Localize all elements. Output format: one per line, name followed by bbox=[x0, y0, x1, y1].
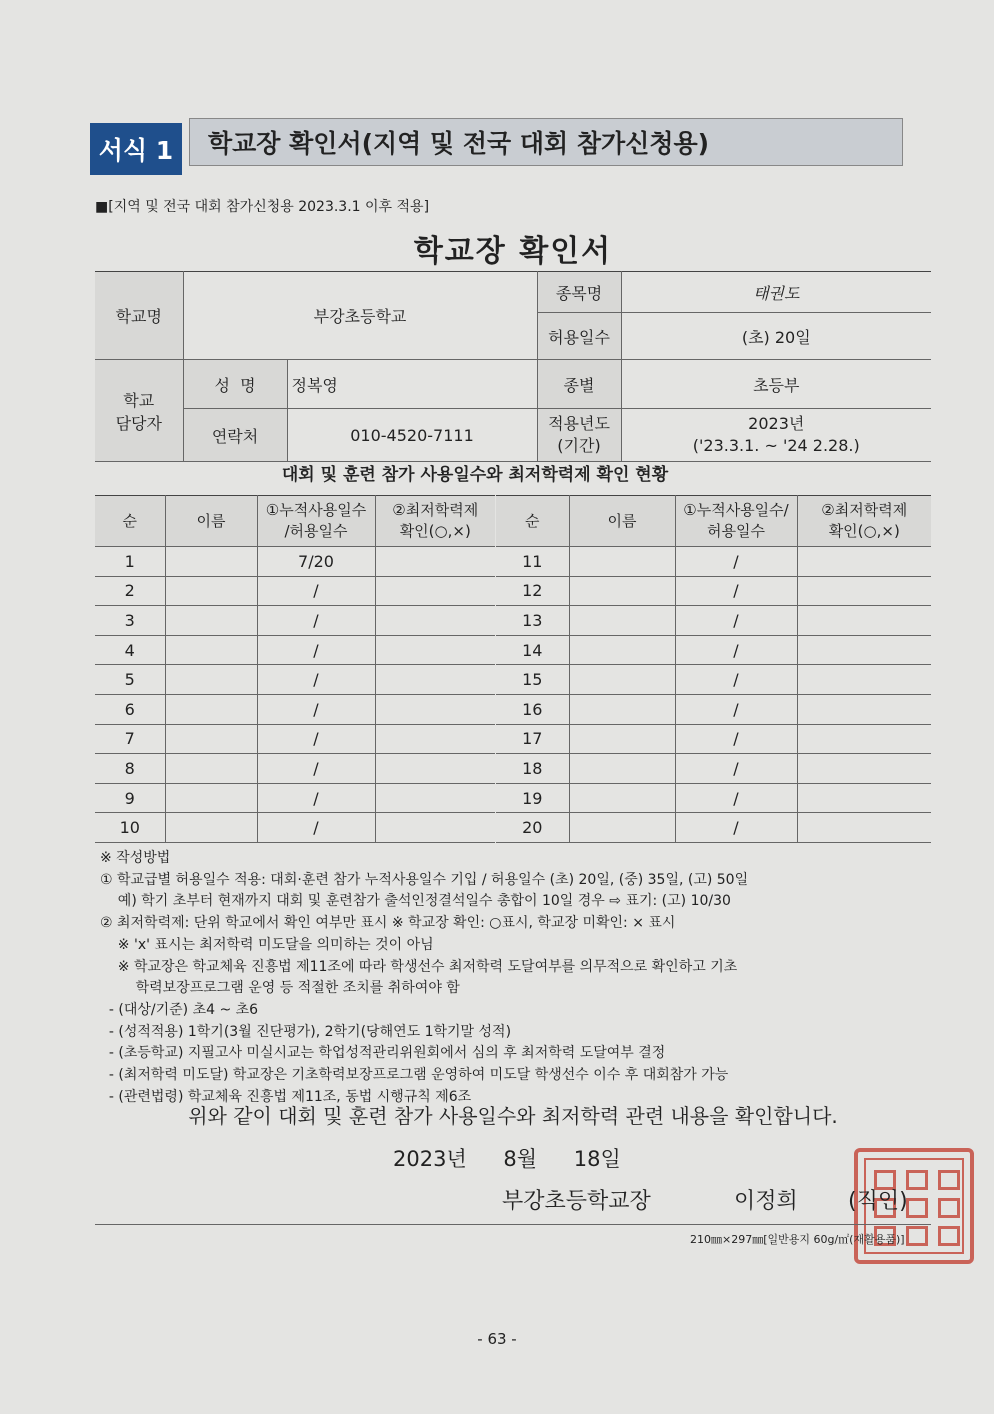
school-label: 학교명 bbox=[95, 272, 183, 360]
year-label: 적용년도 (기간) bbox=[537, 409, 621, 462]
name-label: 성 명 bbox=[183, 360, 287, 409]
row-min-check bbox=[797, 754, 931, 784]
phone-value: 010-4520-7111 bbox=[287, 409, 537, 462]
table-row bbox=[496, 694, 931, 724]
row-name bbox=[165, 606, 257, 636]
header-name: 이름 bbox=[569, 496, 675, 547]
row-min-check bbox=[375, 665, 495, 695]
table-row bbox=[95, 724, 495, 754]
row-min-check bbox=[797, 694, 931, 724]
row-number: 14 bbox=[496, 635, 569, 665]
table-row bbox=[95, 665, 495, 695]
row-min-check bbox=[375, 694, 495, 724]
phone-label: 연락처 bbox=[183, 409, 287, 462]
division-label: 종별 bbox=[537, 360, 621, 409]
row-name bbox=[569, 783, 675, 813]
header-name: 이름 bbox=[165, 496, 257, 547]
signer-title: 부강초등학교장 bbox=[502, 1189, 651, 1214]
sign-date: 2023년 8월 18일 bbox=[393, 1147, 621, 1171]
row-days: / bbox=[257, 665, 375, 695]
row-number: 8 bbox=[95, 754, 165, 784]
row-days: / bbox=[257, 635, 375, 665]
row-name bbox=[165, 813, 257, 843]
table-row bbox=[95, 547, 495, 577]
status-table-left bbox=[95, 495, 495, 843]
divider bbox=[95, 1224, 931, 1225]
row-min-check bbox=[797, 547, 931, 577]
row-name bbox=[165, 694, 257, 724]
note-line: ② 최저학력제: 단위 학교에서 확인 여부만 표시 ※ 학교장 확인: ○표시, 학교장 미확인: × 표시 bbox=[100, 915, 676, 932]
header-no: 순 bbox=[95, 496, 165, 547]
event-label: 종목명 bbox=[537, 272, 621, 313]
confirmation-text: 위와 같이 대회 및 훈련 참가 사용일수와 최저학력 관련 내용을 확인합니다. bbox=[188, 1104, 838, 1128]
applies-note: ■[지역 및 전국 대회 참가신청용 2023.3.1 이후 적용] bbox=[95, 199, 430, 215]
row-days: / bbox=[675, 783, 797, 813]
note-line: ① 학교급별 허용일수 적용: 대회·훈련 참가 누적사용일수 기입 / 허용일수 (초) 20일, (중) 35일, (고) 50일 bbox=[100, 871, 749, 888]
note-line: - (초등학교) 지필고사 미실시교는 학업성적관리위원회에서 심의 후 최저학력 도달여부 결정 bbox=[100, 1045, 666, 1062]
table-row bbox=[496, 576, 931, 606]
note-line: - (대상/기준) 초4 ~ 초6 bbox=[100, 1001, 259, 1018]
table-row bbox=[95, 783, 495, 813]
row-number: 18 bbox=[496, 754, 569, 784]
table-row bbox=[496, 783, 931, 813]
row-min-check bbox=[375, 547, 495, 577]
table-row bbox=[95, 754, 495, 784]
row-min-check bbox=[375, 724, 495, 754]
row-name bbox=[165, 783, 257, 813]
row-name bbox=[569, 635, 675, 665]
row-min-check bbox=[375, 576, 495, 606]
row-days: / bbox=[675, 606, 797, 636]
row-min-check bbox=[375, 635, 495, 665]
row-days: / bbox=[257, 813, 375, 843]
row-name bbox=[165, 635, 257, 665]
row-days: 7/20 bbox=[257, 547, 375, 577]
table-row bbox=[95, 694, 495, 724]
row-days: / bbox=[675, 576, 797, 606]
event-value: 태권도 bbox=[621, 272, 931, 313]
table-row bbox=[496, 754, 931, 784]
row-name bbox=[569, 694, 675, 724]
row-days: / bbox=[675, 547, 797, 577]
form-tag: 서식 1 bbox=[90, 123, 182, 175]
row-number: 17 bbox=[496, 724, 569, 754]
document-title: 학교장 확인서 bbox=[413, 234, 613, 269]
row-days: / bbox=[675, 635, 797, 665]
section-title: 대회 및 훈련 참가 사용일수와 최저학력제 확인 현황 bbox=[281, 465, 669, 485]
table-row bbox=[496, 635, 931, 665]
row-number: 3 bbox=[95, 606, 165, 636]
form-title: 학교장 확인서(지역 및 전국 대회 참가신청용) bbox=[189, 118, 903, 166]
table-row bbox=[496, 724, 931, 754]
row-number: 9 bbox=[95, 783, 165, 813]
row-days: / bbox=[257, 576, 375, 606]
status-table-right bbox=[496, 495, 931, 843]
paper-size-note: 210㎜×297㎜[일반용지 60g/㎡(재활용품)] bbox=[690, 1233, 905, 1246]
row-number: 19 bbox=[496, 783, 569, 813]
row-name bbox=[165, 576, 257, 606]
table-row bbox=[95, 813, 495, 843]
row-number: 10 bbox=[95, 813, 165, 843]
row-number: 5 bbox=[95, 665, 165, 695]
table-row bbox=[496, 606, 931, 636]
row-min-check bbox=[797, 724, 931, 754]
row-min-check bbox=[375, 783, 495, 813]
row-min-check bbox=[375, 813, 495, 843]
row-min-check bbox=[797, 813, 931, 843]
header-min: ②최저학력제 확인(○,×) bbox=[797, 496, 931, 547]
header-no: 순 bbox=[496, 496, 569, 547]
header-days: ①누적사용일수 /허용일수 bbox=[257, 496, 375, 547]
row-min-check bbox=[375, 754, 495, 784]
row-number: 6 bbox=[95, 694, 165, 724]
row-days: / bbox=[257, 694, 375, 724]
page-number: - 63 - bbox=[477, 1330, 517, 1348]
row-min-check bbox=[375, 606, 495, 636]
note-line: ※ 작성방법 bbox=[100, 850, 171, 866]
writing-instructions bbox=[100, 848, 935, 1108]
row-number: 13 bbox=[496, 606, 569, 636]
header-min: ②최저학력제 확인(○,×) bbox=[375, 496, 495, 547]
division-value: 초등부 bbox=[621, 360, 931, 409]
row-name bbox=[569, 665, 675, 695]
row-number: 11 bbox=[496, 547, 569, 577]
school-value: 부강초등학교 bbox=[183, 272, 537, 360]
table-row bbox=[496, 547, 931, 577]
signer-name: 이정희 bbox=[734, 1189, 798, 1214]
table-row bbox=[95, 606, 495, 636]
row-name bbox=[165, 724, 257, 754]
row-min-check bbox=[797, 635, 931, 665]
seal-mark: (직인) bbox=[848, 1189, 908, 1214]
row-days: / bbox=[257, 754, 375, 784]
row-name bbox=[569, 813, 675, 843]
allowed-value: (초) 20일 bbox=[621, 313, 931, 360]
row-name bbox=[569, 724, 675, 754]
table-row bbox=[95, 635, 495, 665]
note-line: - (관련법령) 학교체육 진흥법 제11조, 동법 시행규칙 제6조 bbox=[100, 1088, 472, 1105]
info-table bbox=[95, 271, 931, 462]
note-line: ※ 학교장은 학교체육 진흥법 제11조에 따라 학생선수 최저학력 도달여부를 의무적으로 확인하고 기초 bbox=[100, 958, 738, 975]
row-min-check bbox=[797, 606, 931, 636]
row-days: / bbox=[257, 606, 375, 636]
table-row bbox=[95, 576, 495, 606]
row-number: 15 bbox=[496, 665, 569, 695]
contact-person-label: 학교 담당자 bbox=[95, 360, 183, 462]
row-days: / bbox=[675, 694, 797, 724]
row-number: 12 bbox=[496, 576, 569, 606]
note-line: - (성적적용) 1학기(3월 진단평가), 2학기(당해연도 1학기말 성적) bbox=[100, 1023, 512, 1040]
row-name bbox=[165, 665, 257, 695]
row-number: 16 bbox=[496, 694, 569, 724]
row-min-check bbox=[797, 665, 931, 695]
row-name bbox=[165, 547, 257, 577]
header-days: ①누적사용일수/ 허용일수 bbox=[675, 496, 797, 547]
allowed-label: 허용일수 bbox=[537, 313, 621, 360]
row-name bbox=[569, 547, 675, 577]
row-number: 20 bbox=[496, 813, 569, 843]
row-name bbox=[165, 754, 257, 784]
row-days: / bbox=[257, 724, 375, 754]
note-line: 예) 학기 초부터 현재까지 대회 및 훈련참가 출석인정결석일수 총합이 10일 경우 ⇨ 표기: (고) 10/30 bbox=[100, 893, 731, 910]
table-row bbox=[496, 813, 931, 843]
row-days: / bbox=[675, 754, 797, 784]
note-line: - (최저학력 미도달) 학교장은 기초학력보장프로그램 운영하여 미도달 학생선수 이수 후 대회참가 가능 bbox=[100, 1067, 729, 1084]
name-value: 정복영 bbox=[287, 360, 537, 409]
row-days: / bbox=[675, 813, 797, 843]
row-number: 1 bbox=[95, 547, 165, 577]
row-number: 7 bbox=[95, 724, 165, 754]
row-number: 4 bbox=[95, 635, 165, 665]
row-days: / bbox=[675, 724, 797, 754]
note-line: 학력보장프로그램 운영 등 적절한 조치를 취하여야 함 bbox=[100, 980, 460, 997]
row-name bbox=[569, 754, 675, 784]
note-line: ※ 'x' 표시는 최저학력 미도달을 의미하는 것이 아님 bbox=[100, 936, 434, 953]
row-days: / bbox=[257, 783, 375, 813]
row-days: / bbox=[675, 665, 797, 695]
year-value: 2023년 ('23.3.1. ~ '24 2.28.) bbox=[621, 409, 931, 462]
row-min-check bbox=[797, 783, 931, 813]
row-min-check bbox=[797, 576, 931, 606]
row-name bbox=[569, 606, 675, 636]
row-name bbox=[569, 576, 675, 606]
row-number: 2 bbox=[95, 576, 165, 606]
table-row bbox=[496, 665, 931, 695]
